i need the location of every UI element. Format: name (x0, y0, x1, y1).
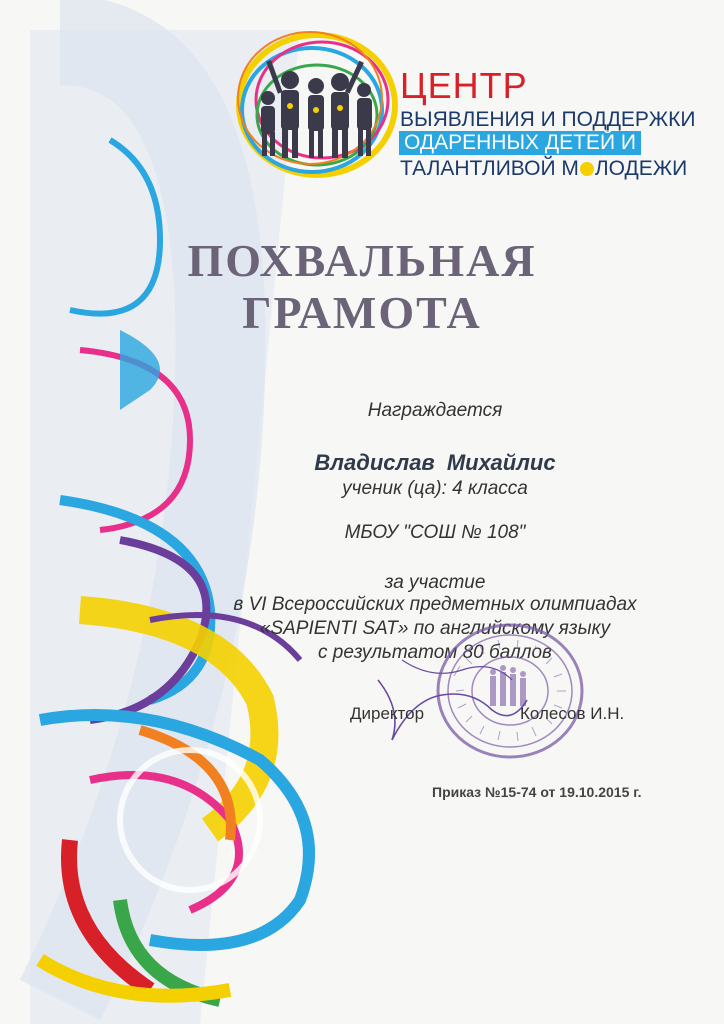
org-line-1: ВЫЯВЛЕНИЯ И ПОДДЕРЖКИ (400, 108, 696, 131)
awarded-label: Награждается (367, 400, 503, 421)
children-logo-icon (232, 20, 402, 180)
org-center-title: ЦЕНТР (400, 65, 528, 106)
recipient-name: Владислав Михайлис (314, 450, 556, 475)
participation-line-2: в VI Всероссийских предметных олимпиадах (233, 594, 637, 615)
director-label: Директор (350, 704, 425, 723)
director-signature (372, 640, 532, 750)
recipient-grade: ученик (ца): 4 класса (342, 478, 528, 499)
school-name: МБОУ "СОШ № 108" (344, 522, 526, 543)
org-line-3-part-b: ЛОДЕЖИ (594, 157, 688, 180)
yellow-circle-icon (580, 162, 594, 176)
order-number: Приказ №15-74 от 19.10.2015 г. (432, 784, 642, 800)
certificate-title-line-2: ГРАМОТА (242, 287, 482, 338)
org-line-2: ОДАРЕННЫХ ДЕТЕЙ И (399, 131, 641, 155)
organization-header (232, 20, 702, 180)
participation-line-4: с результатом 80 баллов (318, 642, 552, 663)
org-line-3 (400, 157, 687, 181)
participation-line-3: «SAPIENTI SAT» по английскому языку (259, 618, 611, 639)
org-line-3-part-a: ТАЛАНТЛИВОЙ М (400, 157, 579, 180)
director-name: Колесов И.Н. (520, 704, 625, 723)
participation-line-1: за участие (384, 572, 486, 593)
certificate-title-line-1: ПОХВАЛЬНАЯ (187, 235, 537, 286)
